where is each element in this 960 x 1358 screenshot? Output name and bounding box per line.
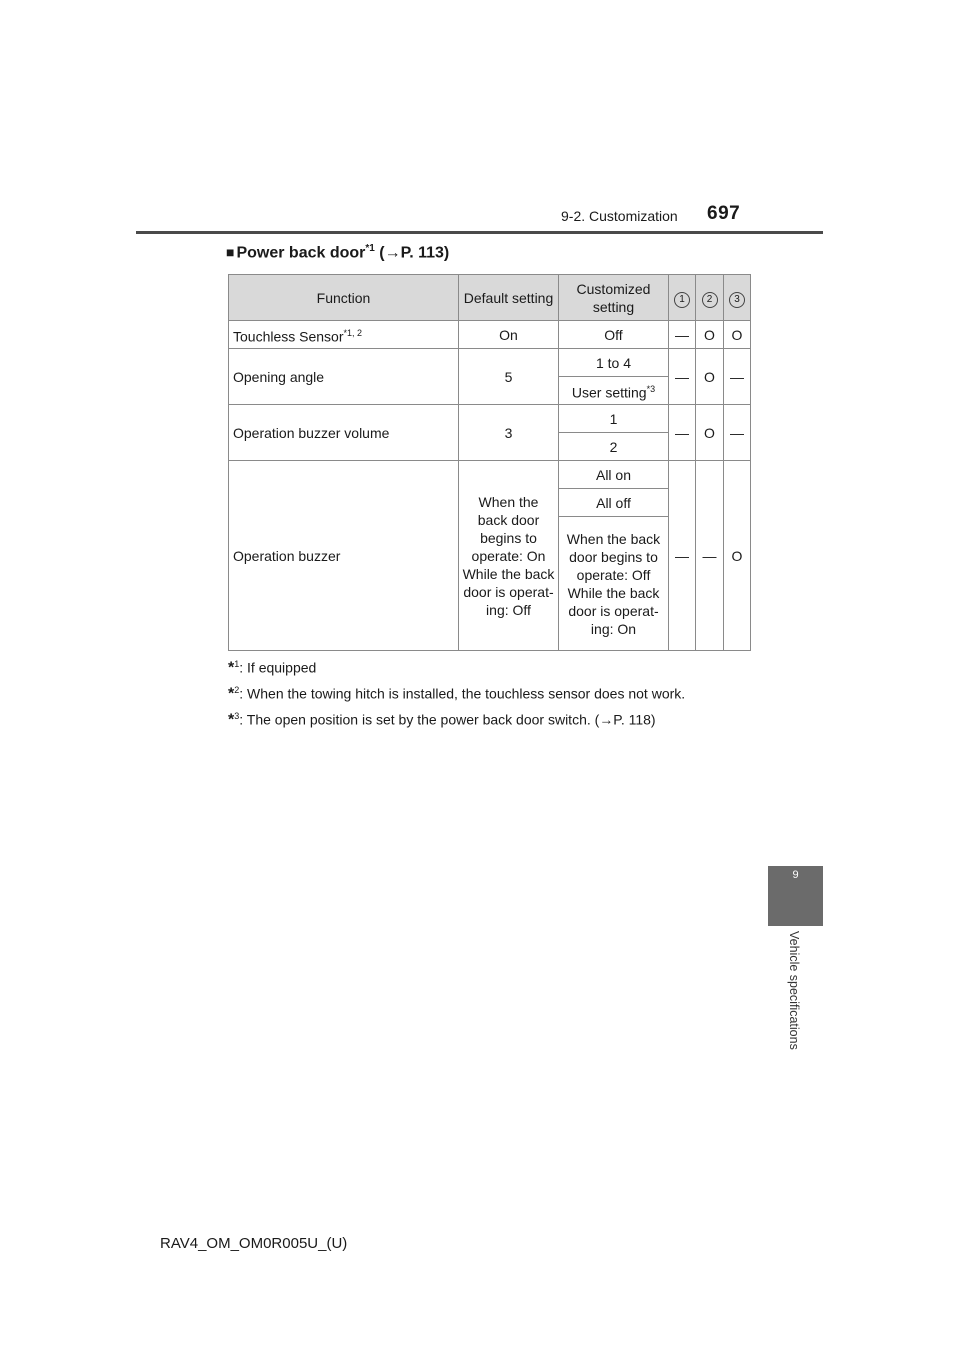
page-number: 697 [707,203,741,224]
row-mark-1: — [669,461,696,651]
row-function: Touchless Sensor$^{*1, 2}$ [229,321,459,349]
row-mark-3: — [724,405,751,461]
footnote-1: *$^1$: If equipped [228,659,317,677]
row-option: Off [559,321,669,349]
header-col-1 [669,275,696,321]
row-default: On [459,321,559,349]
row-option: All off [559,489,669,517]
customization-table [228,274,751,651]
row-function: Operation buzzer [229,461,459,651]
row-function: Operation buzzer volume [229,405,459,461]
row-mark-3: — [724,349,751,405]
section-heading [226,243,449,262]
row-mark-3: O [724,321,751,349]
circled-3-icon: 3 [729,292,745,308]
row-option: 1 [559,405,669,433]
table-row [229,321,751,349]
row-option: 1 to 4 [559,349,669,377]
table-row [229,461,751,489]
row-option: When the back door begins to operate: Off While the back door is operat- ing: On [559,517,669,651]
chapter-label: Vehicle specifications [787,931,801,1050]
footnote-2: *$^2$: When the towing hitch is installed, the touchless sensor does not work. [228,685,686,703]
row-option: All on [559,461,669,489]
header-function: Function [229,275,459,321]
row-default: 3 [459,405,559,461]
chapter-number: 9 [792,869,799,881]
row-option: User setting$^{*3}$ [559,377,669,405]
row-option: 2 [559,433,669,461]
heading-title: Power back door [236,244,366,262]
footnote-3: *$^3$: The open position is set by the power back door switch. (→P. 118) [228,711,656,729]
header-rule [136,231,823,234]
row-mark-1: — [669,405,696,461]
heading-footnote-mark: *1 [365,243,375,254]
header-col-3 [724,275,751,321]
row-mark-2: O [696,321,724,349]
heading-page-reference: (→P. 113) [374,244,450,262]
header-col-2 [696,275,724,321]
footnote-mark: *3 [646,383,656,394]
row-mark-1: — [669,321,696,349]
row-mark-1: — [669,349,696,405]
header-customized-setting: Customized setting [559,275,669,321]
header-default-setting: Default setting [459,275,559,321]
row-default: 5 [459,349,559,405]
document-code: RAV4_OM_OM0R005U_(U) [160,1235,348,1252]
table-row [229,405,751,433]
row-mark-2: — [696,461,724,651]
row-mark-2: O [696,405,724,461]
section-title: 9-2. Customization [561,208,678,224]
square-bullet-icon: ■ [226,244,235,261]
table-row [229,349,751,377]
footnote-mark: *1, 2 [343,327,363,338]
circled-1-icon: 1 [674,292,690,308]
row-default: When the back door begins to operate: On While the back door is operat- ing: Off [459,461,559,651]
row-function: Opening angle [229,349,459,405]
row-mark-2: O [696,349,724,405]
row-mark-3: O [724,461,751,651]
table-header-row [229,275,751,321]
circled-2-icon: 2 [702,292,718,308]
